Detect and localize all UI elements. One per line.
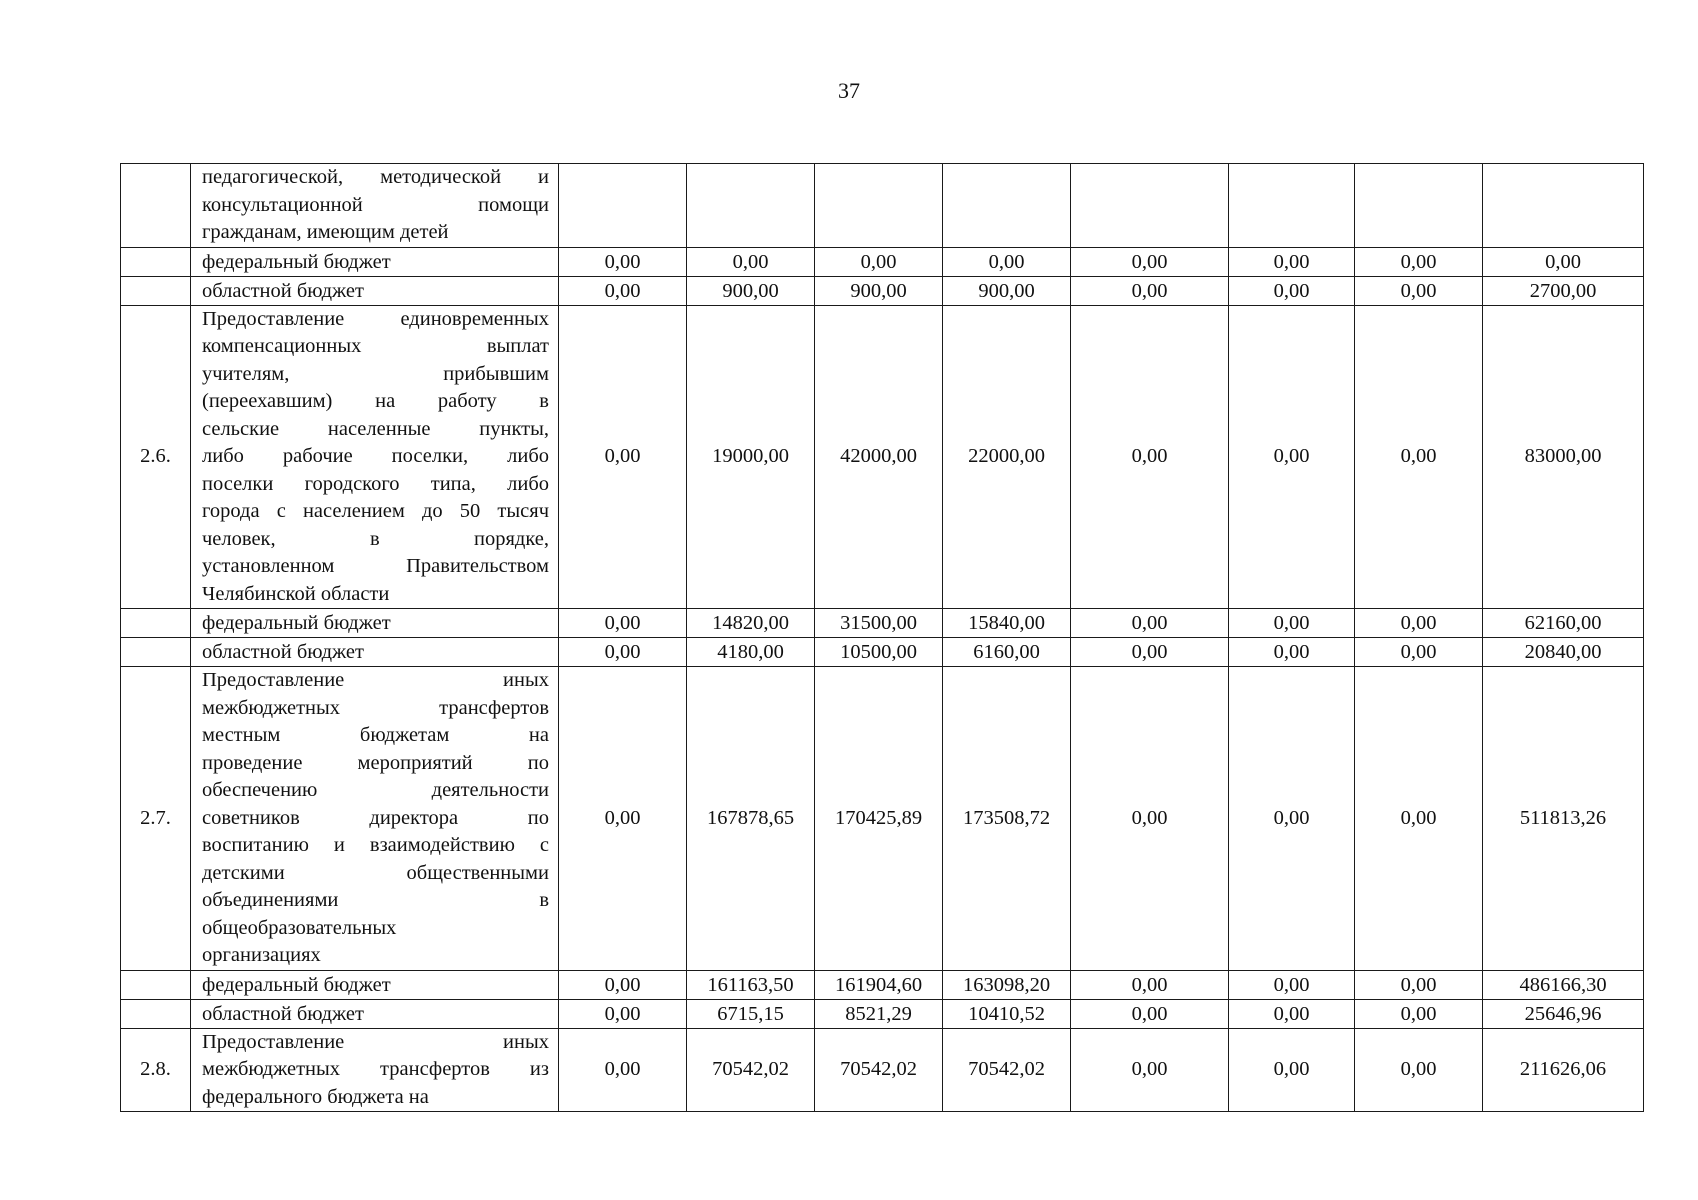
row-description (191, 164, 559, 248)
row-number: 2.7. (121, 667, 191, 971)
total-value-cell: 25646,96 (1483, 999, 1644, 1028)
page-number: 37 (838, 78, 860, 103)
value-cell (943, 164, 1071, 248)
continuation-row (121, 164, 1644, 248)
value-cell: 161904,60 (815, 970, 943, 999)
value-cell: 0,00 (559, 609, 687, 638)
budget-source-row (121, 247, 1644, 276)
value-cell: 0,00 (1071, 247, 1229, 276)
total-value-cell: 83000,00 (1483, 305, 1644, 609)
description-line: обеспечению деятельности (202, 779, 549, 801)
description-line: гражданам, имеющим детей (202, 221, 449, 243)
description-line: Предоставление единовременных (202, 307, 549, 330)
value-cell: 19000,00 (687, 305, 815, 609)
value-cell: 0,00 (559, 667, 687, 971)
row-description: областной бюджет (191, 999, 559, 1028)
total-value-cell (1483, 164, 1644, 248)
total-value-cell: 0,00 (1483, 247, 1644, 276)
row-number (121, 999, 191, 1028)
value-cell: 0,00 (1071, 609, 1229, 638)
row-number (121, 164, 191, 248)
value-cell: 8521,29 (815, 999, 943, 1028)
budget-source-row (121, 970, 1644, 999)
value-cell: 0,00 (1355, 667, 1483, 971)
value-cell (1355, 164, 1483, 248)
value-cell: 0,00 (815, 247, 943, 276)
value-cell (1229, 164, 1355, 248)
description-line: межбюджетных трансфертов (202, 696, 549, 719)
value-cell: 900,00 (687, 276, 815, 305)
value-cell: 0,00 (559, 999, 687, 1028)
value-cell: 0,00 (1071, 1028, 1229, 1112)
value-cell: 0,00 (1229, 1028, 1355, 1112)
total-value-cell: 20840,00 (1483, 638, 1644, 667)
value-cell: 0,00 (1355, 305, 1483, 609)
value-cell: 173508,72 (943, 667, 1071, 971)
value-cell (559, 164, 687, 248)
description-line: проведение мероприятий по (202, 751, 549, 774)
row-number (121, 638, 191, 667)
description-line: организациях (202, 944, 321, 966)
total-value-cell: 486166,30 (1483, 970, 1644, 999)
value-cell: 0,00 (1355, 276, 1483, 305)
value-cell: 900,00 (815, 276, 943, 305)
value-cell: 6160,00 (943, 638, 1071, 667)
budget-source-row (121, 276, 1644, 305)
activity-row (121, 1028, 1644, 1112)
value-cell: 0,00 (1071, 667, 1229, 971)
description-line: поселки городского типа, либо (202, 472, 549, 495)
value-cell: 42000,00 (815, 305, 943, 609)
value-cell: 0,00 (1229, 247, 1355, 276)
value-cell: 14820,00 (687, 609, 815, 638)
value-cell: 31500,00 (815, 609, 943, 638)
budget-source-row (121, 638, 1644, 667)
value-cell: 70542,02 (815, 1028, 943, 1112)
value-cell (815, 164, 943, 248)
value-cell: 0,00 (559, 247, 687, 276)
value-cell: 0,00 (1229, 667, 1355, 971)
activity-row (121, 667, 1644, 971)
value-cell: 0,00 (1071, 305, 1229, 609)
description-line: консультационной помощи (202, 193, 549, 216)
value-cell: 0,00 (1229, 305, 1355, 609)
budget-table (120, 163, 1644, 1112)
value-cell: 0,00 (1355, 1028, 1483, 1112)
value-cell: 0,00 (559, 276, 687, 305)
total-value-cell: 211626,06 (1483, 1028, 1644, 1112)
description-line: педагогической, методической и (202, 166, 549, 188)
row-number (121, 276, 191, 305)
value-cell: 900,00 (943, 276, 1071, 305)
description-line: Челябинской области (202, 582, 390, 605)
description-line: учителям, прибывшим (202, 362, 549, 385)
description-line: общеобразовательных (202, 916, 397, 939)
value-cell: 0,00 (559, 305, 687, 609)
value-cell: 6715,15 (687, 999, 815, 1028)
value-cell: 10410,52 (943, 999, 1071, 1028)
row-description (191, 667, 559, 971)
value-cell: 0,00 (1071, 970, 1229, 999)
value-cell: 0,00 (1071, 999, 1229, 1028)
value-cell: 0,00 (1229, 276, 1355, 305)
row-number (121, 609, 191, 638)
description-line: компенсационных выплат (202, 335, 549, 357)
row-description: федеральный бюджет (191, 609, 559, 638)
value-cell: 0,00 (559, 638, 687, 667)
value-cell: 167878,65 (687, 667, 815, 971)
value-cell: 0,00 (1355, 999, 1483, 1028)
value-cell: 0,00 (1229, 970, 1355, 999)
value-cell: 22000,00 (943, 305, 1071, 609)
description-line: федерального бюджета на (202, 1085, 429, 1108)
value-cell: 163098,20 (943, 970, 1071, 999)
value-cell: 10500,00 (815, 638, 943, 667)
value-cell: 0,00 (1229, 999, 1355, 1028)
value-cell: 0,00 (943, 247, 1071, 276)
value-cell: 0,00 (1229, 609, 1355, 638)
description-line: (переехавшим) на работу в (202, 390, 549, 412)
row-description: областной бюджет (191, 638, 559, 667)
value-cell: 0,00 (1229, 638, 1355, 667)
row-description: федеральный бюджет (191, 970, 559, 999)
description-line: Предоставление иных (202, 1030, 549, 1053)
row-number: 2.6. (121, 305, 191, 609)
budget-source-row (121, 999, 1644, 1028)
row-description: областной бюджет (191, 276, 559, 305)
value-cell: 70542,02 (943, 1028, 1071, 1112)
value-cell: 0,00 (1071, 276, 1229, 305)
description-line: межбюджетных трансфертов из (202, 1058, 549, 1080)
description-line: человек, в порядке, (202, 527, 549, 550)
description-line: Предоставление иных (202, 669, 549, 691)
description-line: объединениями в (202, 889, 549, 911)
row-number: 2.8. (121, 1028, 191, 1112)
row-description (191, 1028, 559, 1112)
value-cell: 4180,00 (687, 638, 815, 667)
description-line: воспитанию и взаимодействию с (202, 834, 549, 856)
total-value-cell: 62160,00 (1483, 609, 1644, 638)
budget-source-row (121, 609, 1644, 638)
row-description (191, 305, 559, 609)
value-cell: 0,00 (559, 970, 687, 999)
value-cell: 0,00 (1071, 638, 1229, 667)
value-cell: 0,00 (1355, 970, 1483, 999)
activity-row (121, 305, 1644, 609)
description-line: местным бюджетам на (202, 724, 549, 746)
value-cell: 0,00 (1355, 609, 1483, 638)
row-description: федеральный бюджет (191, 247, 559, 276)
total-value-cell: 2700,00 (1483, 276, 1644, 305)
value-cell: 161163,50 (687, 970, 815, 999)
value-cell: 0,00 (687, 247, 815, 276)
description-line: установленном Правительством (202, 555, 549, 577)
value-cell: 70542,02 (687, 1028, 815, 1112)
row-number (121, 970, 191, 999)
description-line: советников директора по (202, 806, 549, 829)
description-line: города с населением до 50 тысяч (202, 500, 549, 522)
description-line: сельские населенные пункты, (202, 417, 549, 440)
row-number (121, 247, 191, 276)
value-cell: 0,00 (559, 1028, 687, 1112)
value-cell: 170425,89 (815, 667, 943, 971)
value-cell: 0,00 (1355, 247, 1483, 276)
description-line: либо рабочие поселки, либо (202, 445, 549, 467)
value-cell: 0,00 (1355, 638, 1483, 667)
value-cell (687, 164, 815, 248)
value-cell: 15840,00 (943, 609, 1071, 638)
total-value-cell: 511813,26 (1483, 667, 1644, 971)
description-line: детскими общественными (202, 861, 549, 884)
value-cell (1071, 164, 1229, 248)
